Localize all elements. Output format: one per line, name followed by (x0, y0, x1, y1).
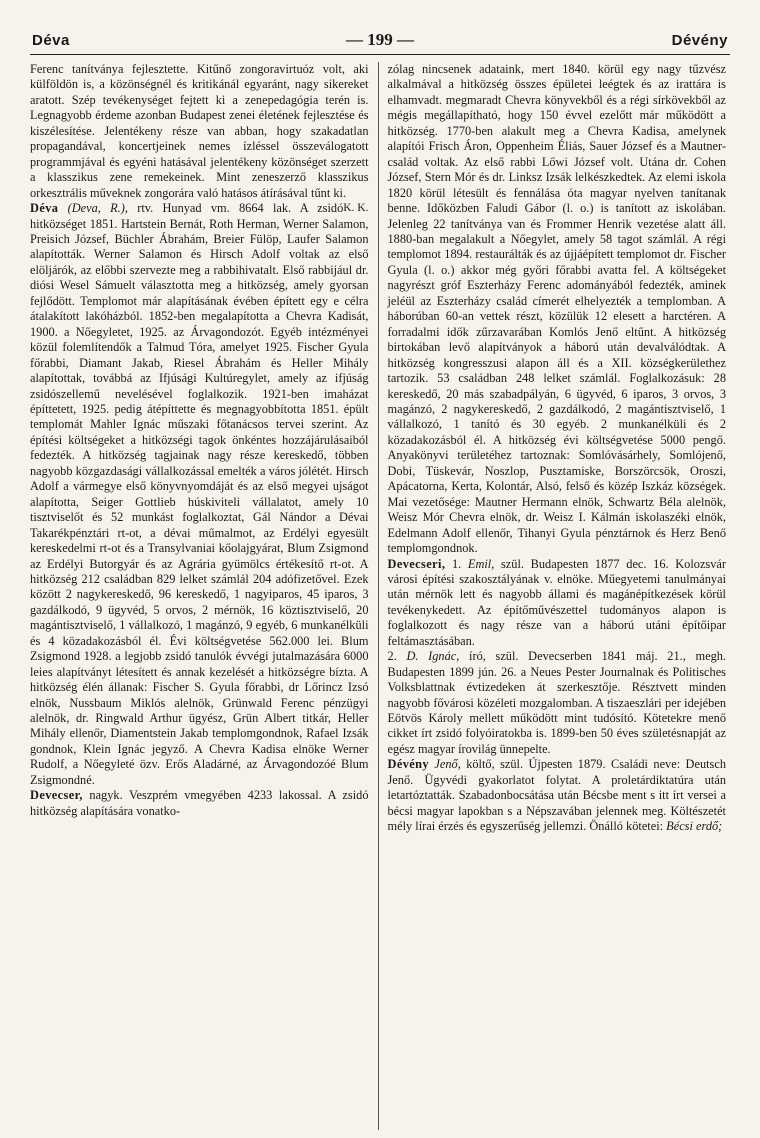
entry-person-name: Jenő, (434, 757, 461, 772)
entry-body: író, szül. Devecserben 1841 máj. 21., megh. Budapesten 1899 jún. 26. a Neues Pester Journalnak és Politisches Volksblattnak évtizedeken át szerkesztője. Résztvett minden nagyobb fővárosi közéleti mozgalomban. A tiszaeszlári per idejében Eötvös Károly mellett működött mint tudósító. Kötetekre menő cikket írt zsidó folyóiratokba is. 1899-ben 50 éves születésnapját az egész magyar írovilág ünnepelte. (387, 649, 726, 756)
entry-devecseri-2 (388, 649, 727, 757)
entry-headword: Devecser, (30, 788, 83, 803)
entry-body: rtv. Hunyad vm. 8664 lak. A zsidó hitközséget 1851. Hartstein Bernát, Roth Herman, Werner Salamon, Preisich József, Büchler Ábrahám, Breier Fülöp, Laufer Salamon alapították. Werner Salamon és Hirsch Adolf voltak az első elöljárók, az előbbi szervezte meg a rabbihivatalt. Első rabbijául dr. diósi Wesel Sámuelt választotta meg a hitközség, amely gyorsan fejlődött. Templomot már alapításának évében épített egy e célra átalakított lakóházból. 1852-ben megalapította a Chevra Kadisát, 1900. a Nőegyletet, 1925. az Árvagondozót. Egyéb intézményei közül folemlítendők a Talmud Tóra, amelyet 1925. Fischer Gyula főrabbi, Diamant Jakab, Riesel Ábrahám és Heller Mihály alapítottak, továbbá az Ifjúsági Kultúregylet, amely az ifjúság zsidószellemű nevelésével foglalkozik. 1921-ben imaházat építtetett, 1925. pedig átépíttette és megnagyobbította 1851. épült templomát Mahler Ignác műszaki főtanácsos tervei szerint. Az építési költségeket a hitközségi tagok önkéntes hozzájárulásaiból fedezték. A hitközség tagjainak nagy része kereskedő, többen nagyobb közgazdasági vállalkozással emelték a város jólétét. Hirsch Adolf a vármegye első könyvnyomdáját és az első megyei ujságot alapította, Seiger Gottlieb húskiviteli vállalatot, amely 10 tisztviselőt és 52 munkást foglalkoztat, Gál Nándor a Dévai Takarékpénztári rt-ot, a dévai műmalmot, az Erdélyi egyesült kereskedelmi rt-ot és a Transylvaniai kőolajgyárat, Blum Zsigmond az Erdélyi Butorgyár és az Agrária gyümölcs értékesítő rt-ot. A hitközség 212 családban 829 lelket számlál 204 adófizetővel. Ezek között 2 nagykereskedő, 96 kereskedő, 1 nagyiparos, 45 iparos, 3 gazdálkodó, 9 ügyvéd, 5 orvos, 2 mérnök, 16 köztisztviselő, 20 magántisztviselő, 1 vállalkozó, 1 magánzó, 9 egyéb, 6 munkanélküli és 4 közadakozásból él. Évi költségvetése 562.000 lei. Blum Zsigmond 1928. a legjobb zsidó tanulók évvégi jutalmazására 6000 leies alapítványt létesített és annak kezelését a hitközségre bízta. A hitközség élén állanak: Fischer S. Gyula főrabbi, dr Lőrincz Izsó elnök, Nussbaum Miklós alelnök, Grünwald Ferenc pénzügyi alelnök, dr. Ringwald Arthur ügyész, Grün Albert titkár, Heller Mihály ellenőr, Diamentstein Jakab templomgondnok, Rafael Izsák gondnok, Klein Ignác jegyző. A Chevra Kadisa elnöke Werner Rudolf, a Nőegyleté özv. Erős Aladárné, az Árvagondozóé Blum Zsigmondné. (30, 201, 369, 787)
page-header (30, 28, 730, 55)
entry-deva (30, 201, 369, 788)
entry-devecseri-1 (388, 557, 727, 650)
entry-body: nagyk. Veszprém vmegyében 4233 lakossal. A zsidó hitközség alapítására vonatko- (30, 788, 369, 818)
entry-devecser-continued (388, 62, 727, 557)
entry-subtitle: (Deva, R.), (67, 201, 128, 216)
entry-deveny (388, 757, 727, 834)
entry-headword: Devecseri, (387, 556, 446, 571)
entry-continuation-text: Ferenc tanítványa fejlesztette. Kitűnő zongoravirtuóz volt, aki külföldön is, a közönségnél és kritikánál egyaránt, nagy sikereket aratott. Szép tevékenységet fejtett ki a zenepedagógia terén is. Legnagyobb érdeme azonban Budapest zenei életének fejlesztése és kiszélesítése. Jelentékeny része van abban, hogy szakadatlan propagandával, koncertjeinek nemes ízléssel összeválogatott programmjával és egyéni hatásával jelentékeny közönséget szerzett a klasszikus zene remekeinek. Mint zeneszerző klasszikus orkesztrális műveknek zongorára való hatásos átírásával tűnt ki. (30, 62, 369, 200)
right-column (378, 62, 727, 1130)
entry-body: költő, szül. Újpesten 1879. Családi neve: Deutsch Jenő. Ügyvédi gyakorlatot folytat. A proletárdiktatúra után letartóztatták. Szabadonbocsátása után Bécsbe ment s itt írt versei a bécsi magyar lapokban s a Népszavában jelennek meg. Költészetét mély lírai érzés és egyszerűség jellemzi. Önálló kötetei: (387, 757, 726, 834)
entry-body: zólag nincsenek adataink, mert 1840. körül egy nagy tűzvész alkalmával a hitközség összes épületei leégtek és az irattára is elhamvadt. megmaradt Chevra könyvekből és a régi sírkövekből az mégis megállapítható, hogy 150 évvel ezelőtt már működött a hitközség. 1770-ben alakult meg a Chevra Kadisa, amelynek alapítói Frisch Áron, Oppenheim Éliás, Sauer József és a Mautner-család voltak. Az első rabbi Lőwi József volt. Utána dr. Cohen József, Stern Mór és dr. Linksz Izsák lelkészkedtek. Az elemi iskola 1820 körül létesült és fennálása óta magyar nyelven tanítanak benne. Időközben Faludi Gábor (l. o.) is tanított az iskolában. Jelenleg 22 tanítványa van és Frommer Henrik vezetése alatt áll. 1880-ban megalakult a Nőegylet, amely 58 tagot számlál. A régi templomot 1894. restaurálták és az újjáépített templomot dr. Fischer Gyula (l. o.) akkor még győri főrabbi avatta fel. A költségeket nagyrészt gróf Eszterházy Ferenc adományából fedezték, aminek jeléül az Eszterházy család címerét elhelyezték a templomban. A háborúban 60-an vettek részt, közülük 12 elesett a harctéren. A forradalmi idők zűrzavarában Komlós Jenő eltűnt. A hitközség birtokában levő alapítványok a háború után devalválódtak. A hitközség kongresszusi alapon áll és a XII. községkerülethez tartozik. 53 családban 248 lelket számlál. Foglalkozásuk: 28 kereskedő, 20 más szabadpályán, 6 ügyvéd, 6 iparos, 3 orvos, 3 magánzó, 2 nagykereskedő, 2 gazdálkodó, 2 magántisztviselő, 1 vállalkozó, 1 tanító és 30 egyéb. 2 munkanélküli és 2 közadakozásból él. A hitközség évi költségvetése 5000 pengő. Anyakönyvi területéhez tartoznak: Somlóvásárhely, Somlójenő, Dobi, Tüskevár, Noszlop, Pusztamiske, Borszörcsök, Oroszi, Apácatorna, Kerta, Kolontár, Alsó, felső és közép Iszkáz községek. Mai vezetősége: Mautner Hermann elnök, Schwartz Béla alelnök, Weisz Mór Chevra elnök, dr. Weisz I. Kálmán iskolaszéki elnök, Edelmann Adolf ellenőr, Tihanyi Gyula pénztárnok és Herz Benő templomgondnok. (387, 62, 726, 556)
author-signature: K. K. (343, 202, 369, 215)
entry-headword: Dévény (387, 757, 429, 772)
header-right-keyword: Dévény (671, 32, 728, 49)
page-number: — 199 — (346, 30, 414, 49)
entry-person-name: D. Ignác, (406, 649, 460, 664)
entry-number: 1. (445, 556, 468, 571)
left-column (30, 62, 378, 1130)
entry-headword: Déva (30, 201, 59, 216)
entry-devecser (30, 788, 369, 819)
entry-body: szül. Budapesten 1877 dec. 16. Kolozsvár városi építési szakosztályának v. elnöke. Műegyetemi tanulmányai után mérnök lett és nagyobb állami és magánépítkezések körül tevékenykedett. Az építőművészettel tudományos alapon is foglalkozott és nagy része van a háború utáni építőipar feltámasztásában. (387, 556, 726, 648)
header-left-keyword: Déva (32, 32, 70, 49)
entry-number: 2. (387, 649, 407, 664)
text-columns (30, 62, 726, 1130)
book-title: Bécsi erdő; (666, 819, 723, 834)
entry-person-name: Emil, (467, 556, 495, 571)
